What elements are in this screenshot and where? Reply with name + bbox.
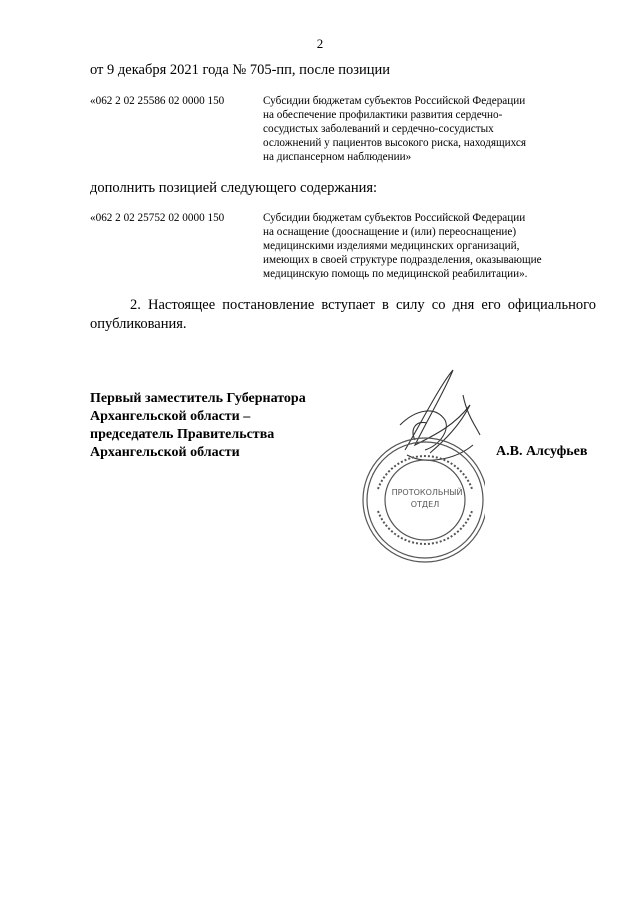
description-line: имеющих в своей структуре подразделения, оказывающие (263, 254, 542, 266)
description-line: Субсидии бюджетам субъектов Российской Федерации (263, 95, 526, 107)
signature-title-line: Архангельской области – (90, 409, 251, 424)
position-description (263, 211, 583, 281)
signature-title-line: Архангельской области (90, 445, 240, 460)
description-line: на оснащение (дооснащение и (или) переоснащение) (263, 226, 517, 238)
description-line: осложнений у пациентов высокого риска, находящихся (263, 137, 526, 149)
budget-code: «062 2 02 25752 02 0000 150 (90, 212, 225, 224)
signer-name: А.В. Алсуфьев (496, 444, 588, 459)
signature-title-line: председатель Правительства (90, 427, 275, 442)
description-line: на обеспечение профилактики развития сердечно- (263, 109, 503, 121)
description-line: на диспансерном наблюдении» (263, 151, 412, 163)
intro-line: от 9 декабря 2021 года № 705-пп, после позиции (90, 62, 391, 78)
add-position-line: дополнить позицией следующего содержания: (90, 180, 378, 196)
page-number: 2 (316, 36, 324, 51)
stamp-inner-text-line1: ПРОТОКОЛЬНЫЙ (391, 488, 463, 497)
description-line: медицинскими изделиями медицинских организаций, (263, 240, 520, 252)
budget-code: «062 2 02 25586 02 0000 150 (90, 95, 225, 107)
handwritten-signature (400, 370, 480, 460)
description-line: медицинскую помощь по медицинской реабилитации». (263, 268, 528, 280)
signature-title-line: Первый заместитель Губернатора (90, 391, 306, 406)
paragraph-2 (90, 296, 596, 334)
signature-title (90, 390, 306, 462)
stamp-inner-text-line2: ОТДЕЛ (410, 500, 440, 509)
official-stamp-and-signature (345, 365, 485, 565)
description-line: Субсидии бюджетам субъектов Российской Федерации (263, 212, 526, 224)
description-line: сосудистых заболеваний и сердечно-сосудистых (263, 123, 494, 135)
position-description (263, 94, 583, 164)
paragraph-2-text: 2. Настоящее постановление вступает в силу со дня его официального опубликования. (90, 297, 596, 332)
